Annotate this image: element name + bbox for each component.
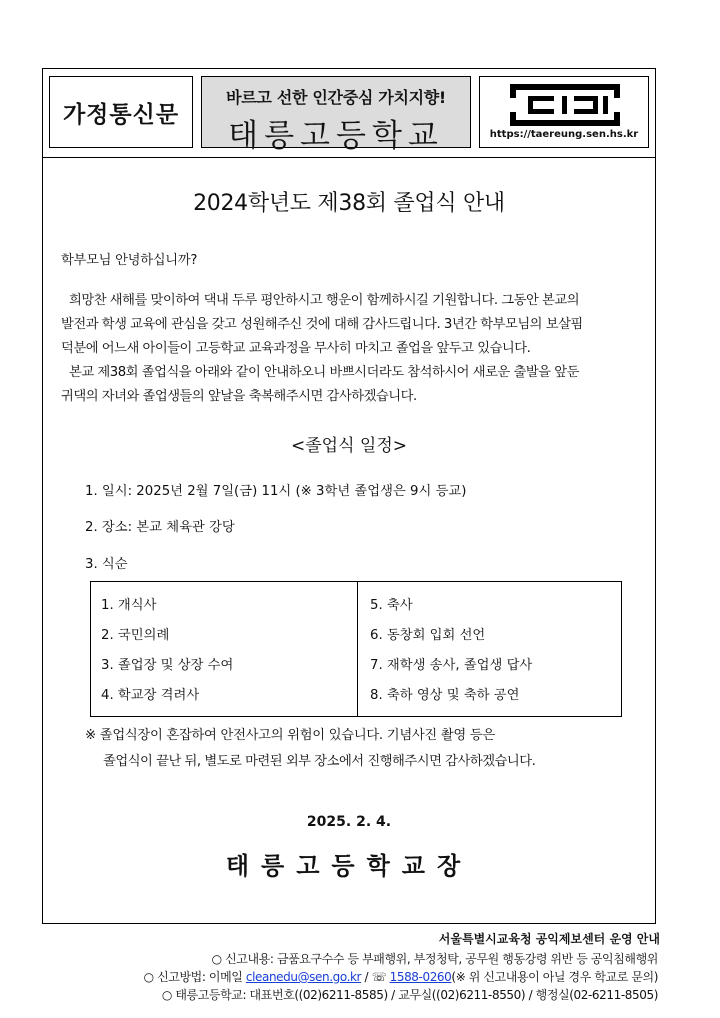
document-frame (42, 68, 656, 924)
method-mid: / ☏ (361, 970, 390, 984)
letterhead (43, 69, 655, 158)
school-contact: ○ 태릉고등학교: 대표번호((02)6211-8585) / 교무실((02)6211-8550) / 행정실(02-6211-8505) (161, 988, 658, 1002)
school-name: 태릉고등학교 (228, 118, 444, 154)
logo-box (479, 76, 649, 148)
school-banner (201, 76, 471, 154)
order-item: 4. 학교장 격려사 (101, 688, 200, 703)
email-link[interactable]: cleanedu@sen.go.kr (245, 970, 362, 984)
method-suffix: (※ 위 신고내용이 아닐 경우 학교로 문의) (451, 970, 658, 984)
order-column-right (357, 582, 623, 716)
school-url[interactable]: https://taereung.sen.hs.kr (489, 129, 639, 140)
order-item: 7. 재학생 송사, 졸업생 답사 (370, 658, 533, 673)
principal-signature: 태릉고등학교장 (225, 852, 473, 880)
order-item: 6. 동창회 입회 선언 (370, 628, 486, 643)
schedule-item-time: 1. 일시: 2025년 2월 7일(금) 11시 (※ 3학년 졸업생은 9시 등교) (85, 484, 467, 499)
order-item: 3. 졸업장 및 상장 수여 (101, 658, 234, 673)
body-line: 덕분에 어느새 아이들이 고등학교 교육과정을 무사히 마치고 졸업을 앞두고 있습니다. (61, 341, 531, 356)
body-line: 귀댁의 자녀와 졸업생들의 앞날을 축복해주시면 감사하겠습니다. (61, 389, 417, 404)
method-prefix: ○ 신고방법: 이메일 (143, 970, 246, 984)
whistleblower-center-title: 서울특별시교육청 공익제보센터 운영 안내 (438, 932, 660, 946)
body-line: 발전과 학생 교육에 관심을 갖고 성원해주신 것에 대해 감사드립니다. 3년간 학부모님의 보살핌 (61, 317, 583, 332)
report-content: ○ 신고내용: 금품요구수수 등 부패행위, 부정청탁, 공무원 행동강령 위반 등 공익침해행위 (211, 952, 658, 966)
document-title: 2024학년도 제38회 졸업식 안내 (193, 191, 505, 216)
order-item: 5. 축사 (370, 598, 413, 613)
schedule-item-order: 3. 식순 (85, 557, 128, 572)
greeting: 학부모님 안녕하십니까? (61, 253, 198, 268)
body-line: 본교 제38회 졸업식을 아래와 같이 안내하오니 바쁘시더라도 참석하시어 새로운 출발을 앞둔 (69, 365, 579, 380)
newsletter-label: 가정통신문 (49, 76, 193, 148)
body-line: 희망찬 새해를 맞이하여 댁내 두루 평안하시고 행운이 함께하시길 기원합니다. 그동안 본교의 (69, 293, 580, 308)
order-item: 1. 개식사 (101, 598, 157, 613)
school-logo-icon (510, 84, 620, 126)
notice-line: ※ 졸업식장이 혼잡하여 안전사고의 위험이 있습니다. 기념사진 촬영 등은 (85, 728, 495, 743)
school-slogan: 바르고 선한 인간중심 가치지향! (226, 88, 446, 107)
notice-line: 졸업식이 끝난 뒤, 별도로 마련된 외부 장소에서 진행해주시면 감사하겠습니다. (103, 754, 536, 769)
schedule-title: <졸업식 일정> (290, 436, 407, 456)
order-item: 8. 축하 영상 및 축하 공연 (370, 688, 520, 703)
order-column-left (91, 582, 357, 716)
issue-date: 2025. 2. 4. (306, 814, 392, 830)
report-method (144, 968, 658, 985)
schedule-item-place: 2. 장소: 본교 체육관 강당 (85, 520, 235, 535)
phone-link[interactable]: 1588-0260 (389, 970, 452, 984)
order-item: 2. 국민의례 (101, 628, 170, 643)
ceremony-order-table (90, 581, 622, 717)
